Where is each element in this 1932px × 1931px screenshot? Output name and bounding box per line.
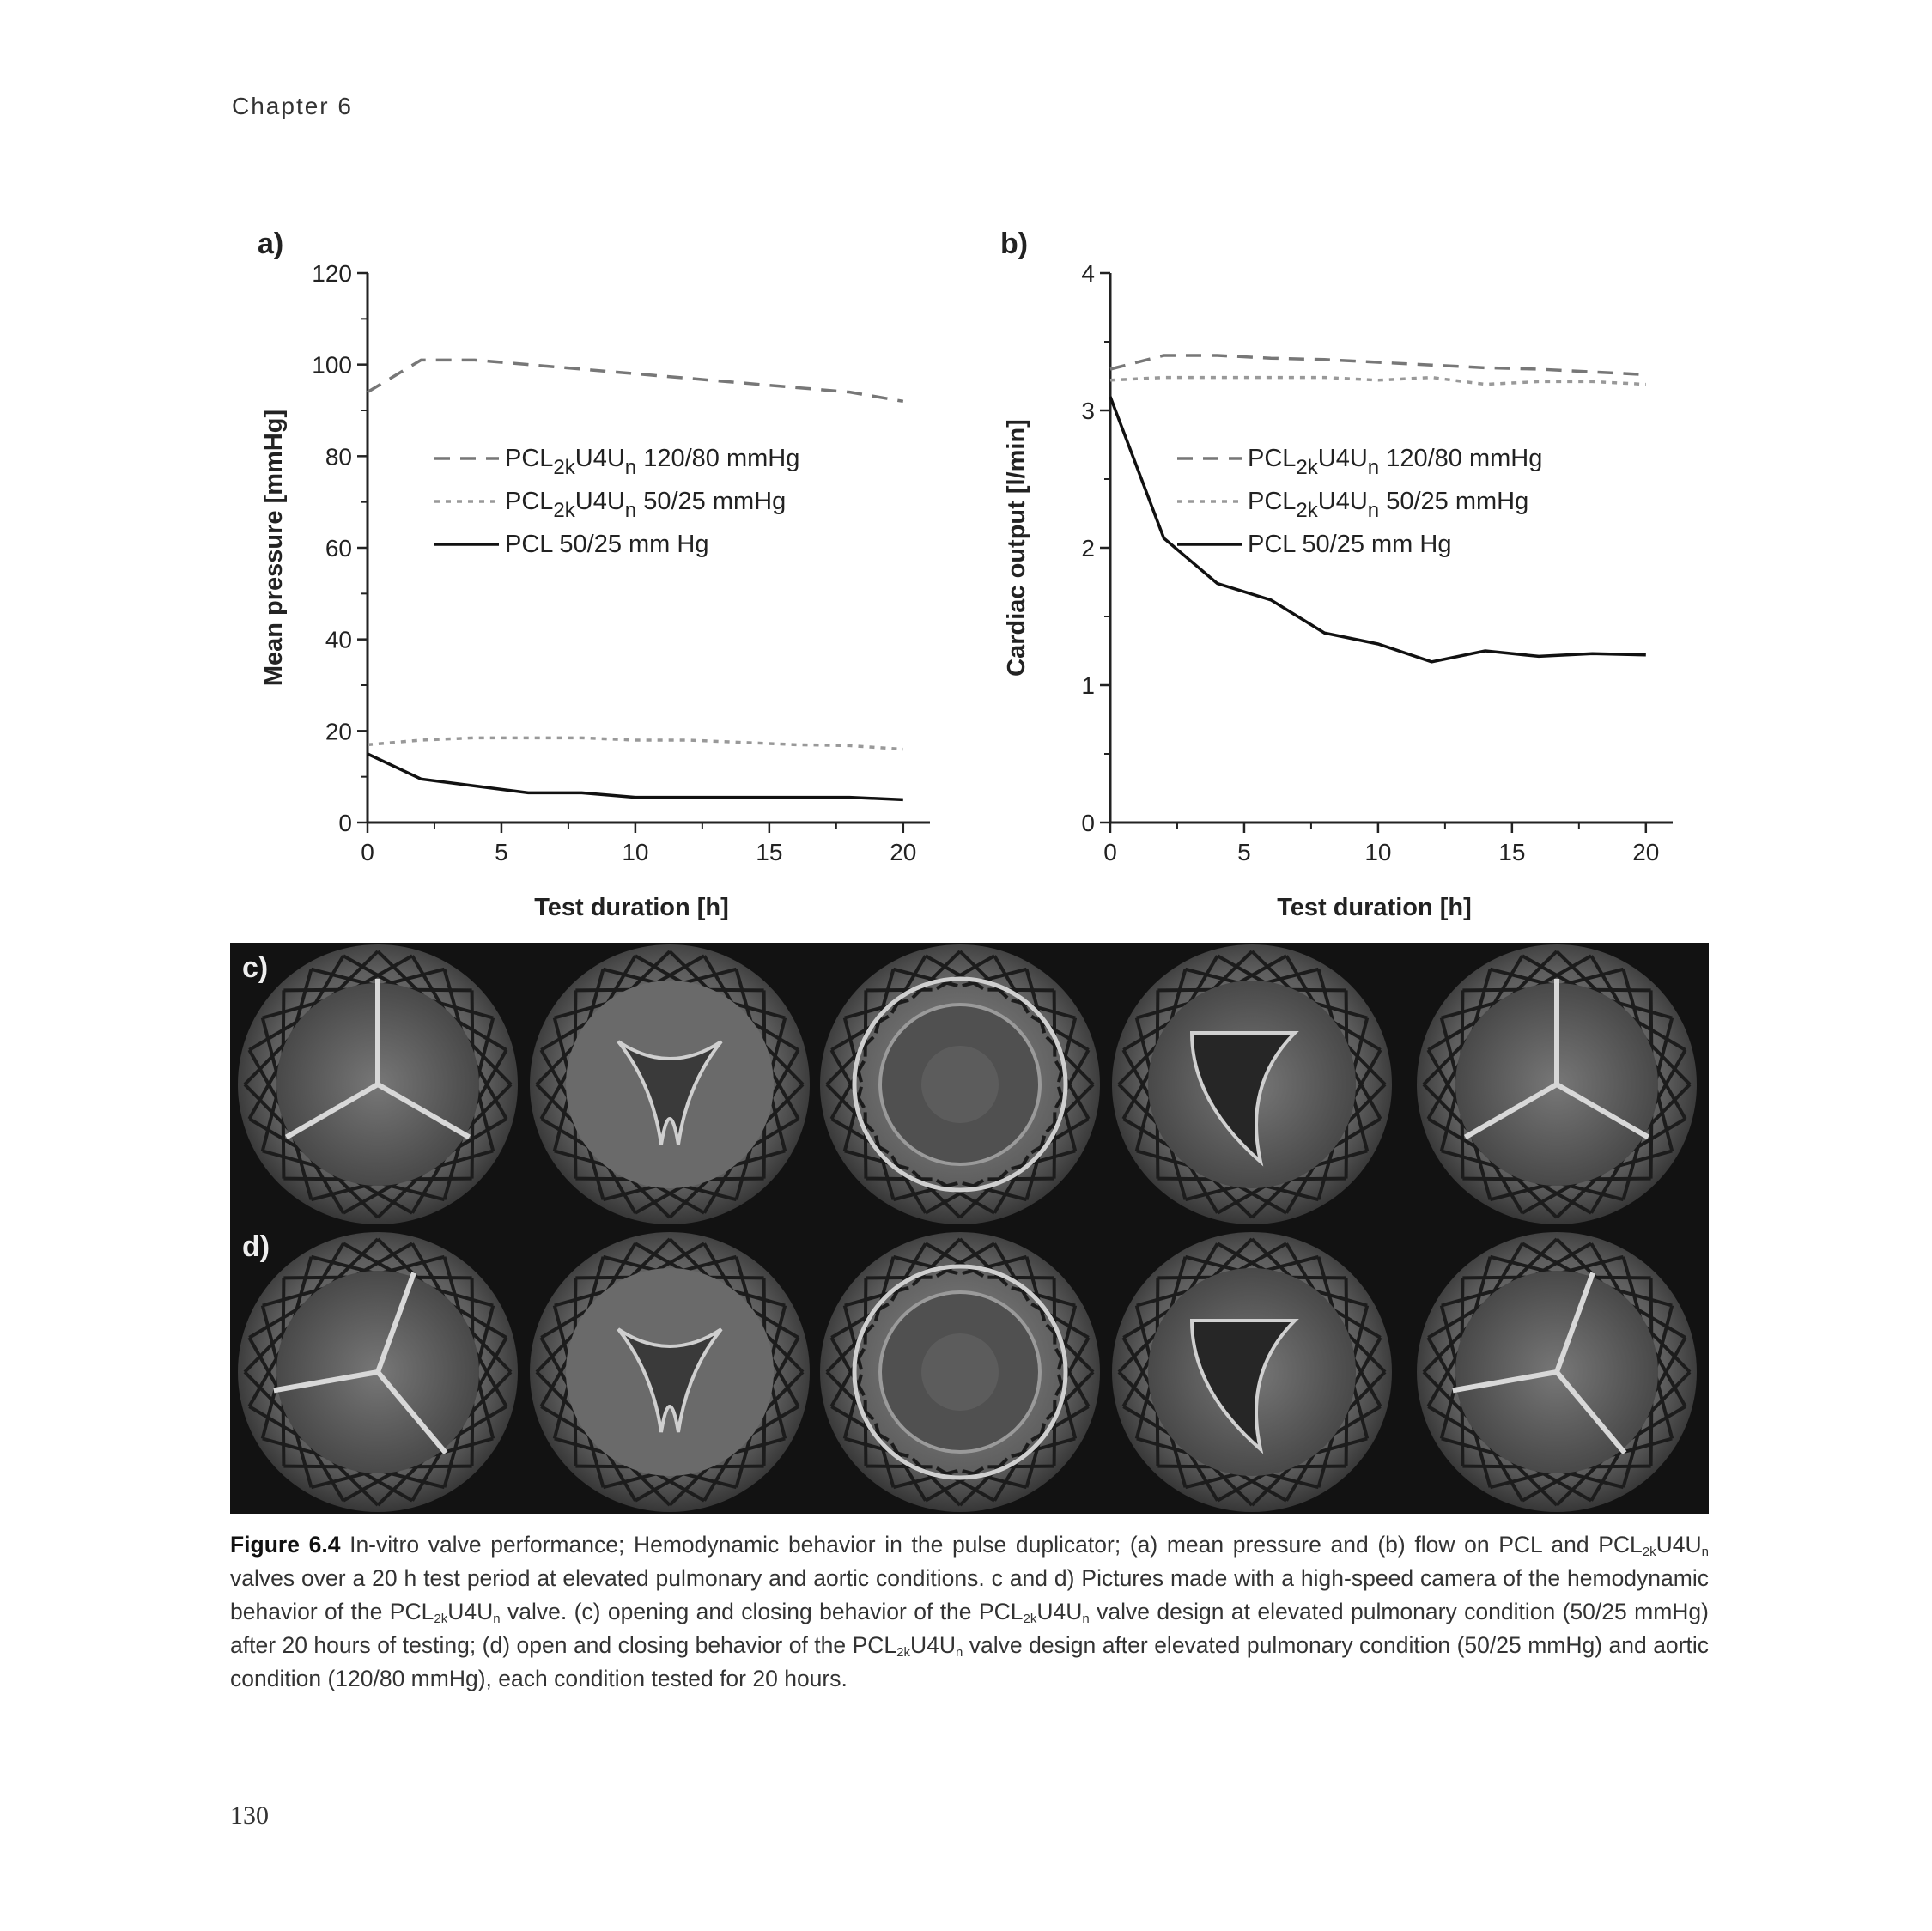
- series-line-3: [1110, 397, 1646, 662]
- y-axis-label: Mean pressure [mmHg]: [260, 409, 288, 687]
- y-tick-label: 60: [325, 535, 352, 562]
- caption-u4u: U4U: [447, 1599, 494, 1624]
- caption-sub-n: n: [493, 1612, 501, 1626]
- x-tick-label: 15: [756, 839, 783, 865]
- caption-text-2: valves over a 20 h test period at elevated pulmonary and aortic conditions. c and d) Pictures made with a high-speed camera of the hemodynamic behavior of the PCL: [230, 1565, 1709, 1624]
- page-number: 130: [230, 1801, 269, 1830]
- caption-sub-n: n: [1082, 1612, 1090, 1626]
- valve-photo: [1112, 1232, 1392, 1512]
- chart-svg: [992, 215, 1696, 936]
- valve-photo: [1417, 1232, 1697, 1512]
- y-tick-label: 120: [312, 260, 352, 287]
- x-axis-label: Test duration [h]: [534, 894, 729, 921]
- row-d-label: d): [242, 1230, 270, 1263]
- caption-text-5: valve design after elevated pulmonary condition (50/25 mmHg) and aortic condition (120/80 mmHg), each condition tested for 20 hours.: [230, 1632, 1709, 1691]
- x-tick-label: 15: [1498, 839, 1526, 865]
- y-tick-label: 20: [325, 718, 352, 745]
- caption-u4u: U4U: [909, 1632, 956, 1658]
- valve-photo: [238, 1232, 518, 1512]
- x-tick-label: 5: [1237, 839, 1251, 865]
- valve-photo: [530, 1232, 810, 1512]
- x-tick-label: 10: [1364, 839, 1392, 865]
- y-tick-label: 80: [325, 443, 352, 471]
- y-tick-label: 100: [312, 351, 352, 379]
- x-tick-label: 10: [622, 839, 649, 865]
- panel-label: b): [1000, 228, 1029, 260]
- legend-entry: PCL 50/25 mm Hg: [505, 531, 709, 558]
- chart-mean-pressure: [249, 215, 953, 936]
- caption-sub-2k: 2k: [1642, 1545, 1656, 1559]
- legend-entry: $PCL_{2k}U4U_n$ 50/25 mmHg: [505, 488, 787, 522]
- series-line-1: [1110, 355, 1646, 374]
- valve-photo: [238, 944, 518, 1224]
- y-tick-label: 0: [1081, 810, 1095, 836]
- x-tick-label: 5: [495, 839, 508, 865]
- caption-u4u: U4U: [1036, 1599, 1083, 1624]
- valve-photo-grid: [230, 943, 1709, 1514]
- valve-photo: [1417, 944, 1697, 1224]
- valve-photo: [820, 1232, 1100, 1512]
- y-tick-label: 40: [325, 626, 352, 653]
- series-line-1: [368, 360, 903, 401]
- legend-entry: PCL 50/25 mm Hg: [1248, 531, 1452, 558]
- caption-text-4: valve design at elevated pulmonary condition (50/25 mmHg) after 20 hours of testing; (d) open and closing behavior of the PCL: [230, 1599, 1709, 1658]
- figure-caption: [230, 1528, 1709, 1696]
- caption-lead: Figure 6.4: [230, 1532, 341, 1558]
- chapter-header: Chapter 6: [232, 93, 353, 119]
- chart-cardiac-output: [992, 215, 1696, 936]
- panel-label: a): [258, 228, 284, 260]
- valve-photo: [530, 944, 810, 1224]
- x-tick-label: 20: [1632, 839, 1660, 865]
- x-tick-label: 0: [361, 839, 374, 865]
- caption-text-1: In-vitro valve performance; Hemodynamic behavior in the pulse duplicator; (a) mean pressure and (b) flow on PCL and PCL: [340, 1532, 1643, 1558]
- caption-text-3: valve. (c) opening and closing behavior of the PCL: [500, 1599, 1024, 1624]
- x-tick-label: 20: [890, 839, 917, 865]
- chart-svg: [249, 215, 953, 936]
- legend-entry: $PCL_{2k}U4U_n$ 120/80 mmHg: [1248, 445, 1543, 479]
- valve-photo: [1112, 944, 1392, 1224]
- row-c-label: c): [242, 951, 269, 984]
- series-line-3: [368, 754, 903, 799]
- y-tick-label: 4: [1081, 260, 1095, 287]
- caption-sub-n: n: [1701, 1545, 1709, 1559]
- caption-sub-2k: 2k: [896, 1645, 910, 1660]
- x-tick-label: 0: [1103, 839, 1117, 865]
- y-tick-label: 0: [338, 810, 352, 836]
- y-tick-label: 3: [1081, 398, 1095, 424]
- series-line-2: [1110, 378, 1646, 385]
- y-axis-label: Cardiac output [l/min]: [1003, 419, 1030, 677]
- y-tick-label: 2: [1081, 535, 1095, 562]
- series-line-2: [368, 738, 903, 749]
- legend-entry: $PCL_{2k}U4U_n$ 120/80 mmHg: [505, 445, 800, 479]
- high-speed-camera-photos: [230, 943, 1709, 1514]
- y-tick-label: 1: [1081, 672, 1095, 699]
- caption-sub-2k: 2k: [434, 1612, 448, 1626]
- caption-sub-n: n: [956, 1645, 963, 1660]
- x-axis-label: Test duration [h]: [1277, 894, 1472, 921]
- caption-u4u: U4U: [1656, 1532, 1702, 1558]
- legend-entry: $PCL_{2k}U4U_n$ 50/25 mmHg: [1248, 488, 1529, 522]
- valve-photo: [820, 944, 1100, 1224]
- caption-sub-2k: 2k: [1023, 1612, 1037, 1626]
